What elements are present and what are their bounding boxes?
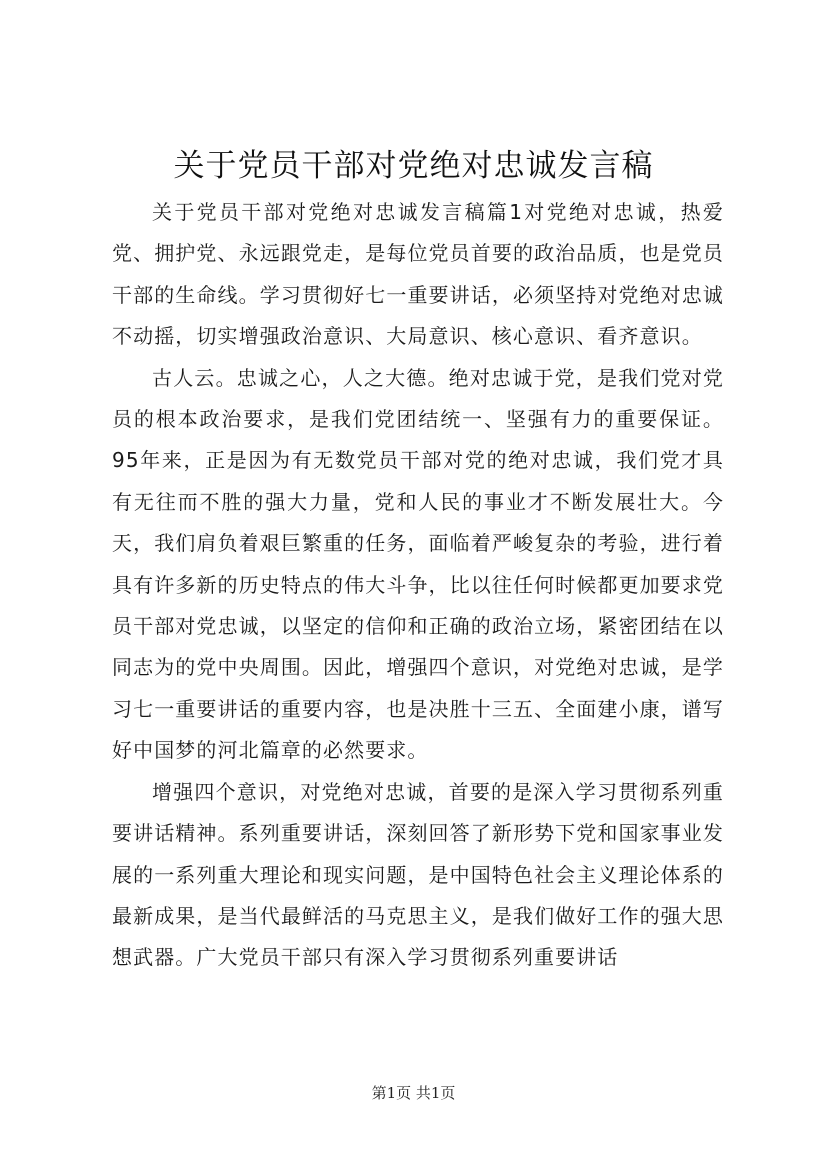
document-title: 关于党员干部对党绝对忠诚发言稿 <box>173 148 654 184</box>
document-body <box>112 192 724 979</box>
page-footer: 第1页 共1页 <box>371 1084 456 1102</box>
paragraph-2: 古人云。忠诚之心，人之大德。绝对忠诚于党，是我们党对党员的根本政治要求，是我们党团结统一、坚强有力的重要保证。95年来，正是因为有无数党员干部对党的绝对忠诚，我们党才具有无往而不胜的强大力量，党和人民的事业才不断发展壮大。今天，我们肩负着艰巨繁重的任务，面临着严峻复杂的考验，进行着具有许多新的历史特点的伟大斗争，比以往任何时候都更加要求党员干部对党忠诚，以坚定的信仰和正确的政治立场，紧密团结在以同志为的党中央周围。因此，增强四个意识，对党绝对忠诚，是学习七一重要讲话的重要内容，也是决胜十三五、全面建小康，谱写好中国梦的河北篇章的必然要求。 <box>112 365 724 763</box>
paragraph-1: 关于党员干部对党绝对忠诚发言稿篇1对党绝对忠诚，热爱党、拥护党、永远跟党走，是每位党员首要的政治品质，也是党员干部的生命线。学习贯彻好七一重要讲话，必须坚持对党绝对忠诚不动摇，切实增强政治意识、大局意识、核心意识、看齐意识。 <box>112 200 724 349</box>
paragraph-3: 增强四个意识，对党绝对忠诚，首要的是深入学习贯彻系列重要讲话精神。系列重要讲话，深刻回答了新形势下党和国家事业发展的一系列重大理论和现实问题，是中国特色社会主义理论体系的最新成果，是当代最鲜活的马克思主义，是我们做好工作的强大思想武器。广大党员干部只有深入学习贯彻系列重要讲话 <box>112 779 724 970</box>
